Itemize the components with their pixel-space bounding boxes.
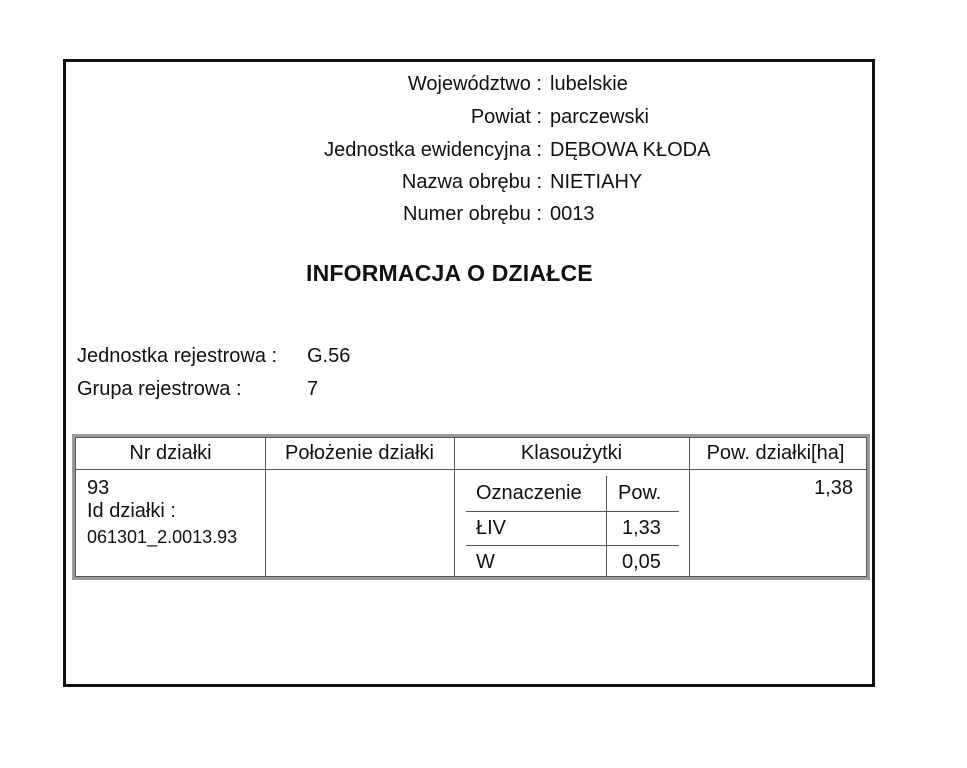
classes-col-divider: [606, 476, 607, 576]
registry-unit-label: Jednostka ewidencyjna :: [324, 139, 542, 161]
parcel-id-label: Id działki :: [87, 500, 176, 522]
precinct-name-label: Nazwa obrębu :: [401, 171, 542, 193]
registry-group-line-value: 7: [307, 378, 319, 400]
precinct-number-value: 0013: [550, 203, 595, 225]
county-value: parczewski: [550, 106, 649, 128]
parcel-area: 1,38: [814, 477, 853, 499]
precinct-name-value: NIETIAHY: [550, 171, 643, 193]
registry-group-line-label: Grupa rejestrowa :: [77, 378, 242, 400]
precinct-number-label: Numer obrębu :: [403, 203, 542, 225]
parcel-id-value: 061301_2.0013.93: [87, 527, 238, 547]
class-code: ŁIV: [476, 517, 507, 539]
header-land-classes: Klasoużytki: [520, 442, 623, 464]
parcel-table: [72, 434, 870, 580]
document-title: INFORMACJA O DZIAŁCE: [306, 260, 593, 286]
parcel-table-inner: [75, 437, 867, 577]
classes-header-code: Oznaczenie: [476, 482, 582, 504]
classes-header-area: Pow.: [618, 482, 662, 504]
county-label: Powiat :: [470, 106, 542, 128]
registry-unit-line: [77, 344, 351, 368]
voivodeship-value: lubelskie: [550, 73, 628, 95]
class-code: W: [476, 551, 495, 573]
header-divider: [76, 469, 866, 470]
parcel-number: 93: [87, 477, 110, 499]
voivodeship-label: Województwo :: [407, 73, 542, 95]
class-area: 0,05: [622, 551, 661, 573]
header-parcel-location: Położenie działki: [285, 442, 434, 464]
class-area: 1,33: [622, 517, 661, 539]
registry-group-line: [77, 377, 319, 401]
registry-unit-line-label: Jednostka rejestrowa :: [77, 345, 278, 367]
classes-header-divider: [466, 511, 679, 512]
registry-unit-line-value: G.56: [307, 345, 351, 367]
document-frame: [63, 59, 875, 687]
classes-row-divider: [466, 545, 679, 546]
header-parcel-number: Nr działki: [129, 442, 212, 464]
registry-unit-value: DĘBOWA KŁODA: [550, 139, 711, 161]
header-parcel-area: Pow. działki[ha]: [706, 442, 845, 464]
